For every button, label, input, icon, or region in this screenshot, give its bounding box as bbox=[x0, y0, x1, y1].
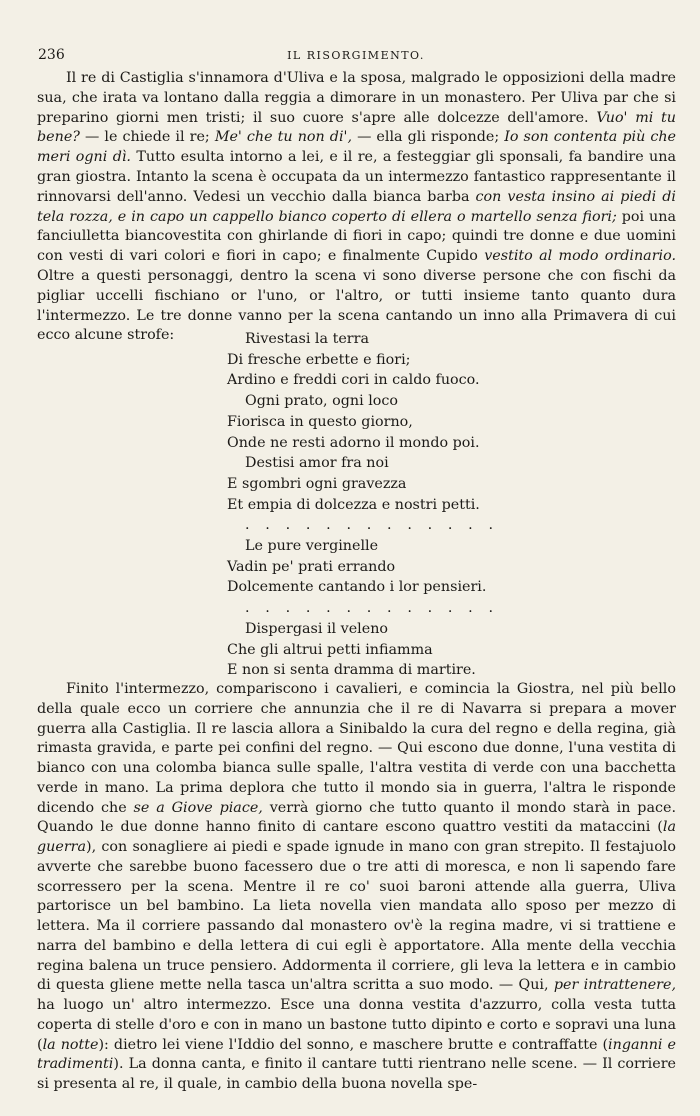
page-header bbox=[38, 47, 674, 63]
poem-line: Vadin pe' prati errando bbox=[227, 558, 396, 575]
poem-line: Ogni prato, ogni loco bbox=[245, 393, 399, 410]
paragraph-1-text bbox=[37, 69, 676, 346]
italic-gloss: inganni e tradimenti bbox=[37, 1036, 676, 1073]
poem-verses bbox=[227, 329, 499, 681]
poem-line: Le pure verginelle bbox=[245, 538, 379, 555]
poem-line: Di fresche erbette e fiori; bbox=[227, 351, 411, 368]
poem-line: E sgombri ogni gravezza bbox=[227, 475, 407, 492]
paragraph-2 bbox=[37, 680, 676, 1095]
poem-line: Fiorisca in questo giorno, bbox=[227, 413, 413, 430]
italic-quotation: per intrattenere, bbox=[553, 977, 676, 994]
poem-line: Ardino e freddi cori in caldo fuoco. bbox=[227, 372, 480, 389]
poem-line: E non si senta dramma di martire. bbox=[227, 662, 476, 679]
poem-line: Et empia di dolcezza e nostri petti. bbox=[227, 496, 480, 513]
italic-quotation: se a Giove piace, bbox=[133, 799, 263, 816]
poem-line: Rivestasi la terra bbox=[245, 331, 369, 347]
page-number: 236 bbox=[38, 47, 65, 63]
poem-line: Destisi amor fra noi bbox=[245, 455, 389, 472]
ellipsis-separator: . . . . . . . . . . . . . bbox=[245, 517, 499, 534]
text-run: Finito l'intermezzo, compariscono i cavalieri, e comincia la Giostra, nel più bello della quale ecco un corriere che annunzia che il re di Navarra si prepara a mover guerra alla Castiglia. Il re lascia allora a Sinibaldo la cura del regno e della regina, già rimasta gravida, e parte pei confini del regno. — Qui escono due donne, l'una vestita di bianco con una colomba bianca sulle spalle, l'altra vestita di verde con una bacchetta verde in mano. La prima deplora che tutto il mondo sia in guerra, l'altra le risponde dicendo che bbox=[37, 681, 676, 816]
running-title: IL RISORGIMENTO. bbox=[287, 49, 425, 62]
text-run: ha luogo un' altro intermezzo. Esce una donna vestita d'azzurro, colla vesta tutta coperta di stelle d'oro e con in mano un bastone tutto dipinto e corto e sopravi una luna ( bbox=[37, 997, 676, 1053]
text-run: poi una fanciulletta biancovestita con ghirlande di fiori in capo; quindi tre donne e due uomini con vesti di vari colori e fiori in capo; e finalmente Cupido bbox=[37, 208, 676, 265]
text-run: Oltre a questi personaggi, dentro la scena vi sono diverse persone che con fischi da pigliar uccelli fischiano or l'uno, or l'altro, or tutti insieme tanto quanto dura l'intermezzo. Le tre donne vanno per la scena cantando un inno alla Primavera di cui ecco alcune strofe: bbox=[37, 267, 676, 344]
text-run: Tutto esulta intorno a lei, e il re, a festeggiar gli sponsali, fa bandire una gran giostra. Intanto la scena è occupata da un intermezzo fantastico rappresentante il rinnovarsi dell'anno. Vedesi un vecchio dalla bianca barba bbox=[37, 149, 677, 205]
text-run: verrà giorno che tutto quanto il mondo starà in pace. Quando le due donne hanno finito di cantare escono quattro vestiti da mataccini ( bbox=[37, 799, 676, 836]
italic-gloss: la notte bbox=[42, 1036, 99, 1053]
quoted-dialogue: Io son contenta più che meri ogni dì. bbox=[37, 129, 677, 166]
poem-line: Dispergasi il veleno bbox=[245, 620, 389, 637]
poem-line: Dolcemente cantando i lor pensieri. bbox=[227, 579, 487, 596]
text-run: ). La donna canta, e finito il cantare tutti rientrano nelle scene. — Il corriere si presenta al re, il quale, in cambio della buona novella spe- bbox=[37, 1056, 676, 1092]
paragraph-1 bbox=[37, 69, 676, 346]
ellipsis-separator: . . . . . . . . . . . . . bbox=[245, 600, 499, 617]
text-run: ), con sonagliere ai piedi e spade ignude in mano con gran strepito. Il festajuolo avverte che sarebbe buono facessero due o tre atti di moresca, e non li sapendo fare scorressero per la scena. Mentre il re co' suoi baroni attende alla guerra, Uliva partorisce un bel bambino. La lieta novella vien mandata allo sposo per mezzo di lettera. Ma il corriere passando dal monastero ov'è la regina madre, vi si trattiene e narra del bambino e della lettera di cui egli è apportatore. Alla mente della vecchia regina balena un truce pensiero. Addormenta il corriere, gli leva la lettera e in cambio di questa gliene mette nella tasca un'altra scritta a suo modo. — Qui, bbox=[37, 839, 676, 994]
text-run: — ella gli risponde; bbox=[352, 129, 505, 146]
quoted-dialogue: Me' che tu non di', bbox=[214, 129, 352, 146]
paragraph-2-text bbox=[37, 680, 676, 1095]
text-run: ): dietro lei viene l'Iddio del sonno, e maschere brutte e contraffatte ( bbox=[98, 1036, 609, 1053]
quoted-dialogue: Vuo' mi tu bene? bbox=[37, 109, 676, 146]
italic-quotation: con vesta insino ai piedi di tela rozza, e in capo un cappello bianco coperto di ellera o martello senza fiori; bbox=[37, 188, 676, 225]
italic-quotation: vestito al modo ordinario. bbox=[484, 248, 677, 265]
poem-line: Che gli altrui petti infiamma bbox=[227, 641, 433, 658]
text-run: Il re di Castiglia s'innamora d'Uliva e la sposa, malgrado le opposizioni della madre sua, che irata va lontano dalla reggia a dimorare in un monastero. Per Uliva par che si preparino giorni men tristi; il suo cuore s'apre alle dolcezze dell'amore. bbox=[37, 70, 676, 126]
poem-line: Onde ne resti adorno il mondo poi. bbox=[227, 434, 480, 451]
italic-gloss: la guerra bbox=[37, 819, 676, 855]
text-run: — le chiede il re; bbox=[79, 129, 215, 146]
